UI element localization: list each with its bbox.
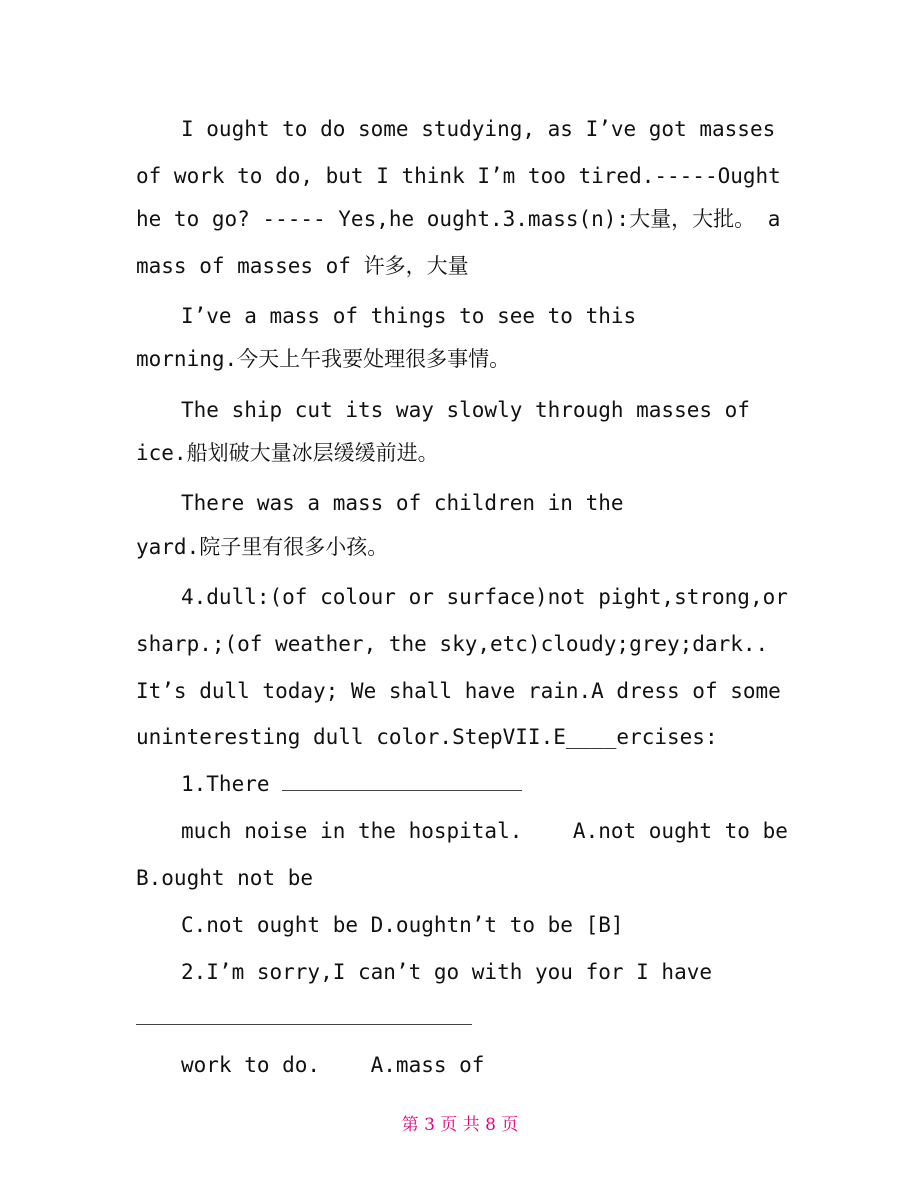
- text-line: work to do. A.mass of: [181, 1053, 485, 1077]
- text-line: There was a mass of children in the: [181, 491, 624, 515]
- text-line: C.not ought be D.oughtn’t to be [B]: [181, 913, 624, 937]
- text-line: ice.船划破大量冰层缓缓前进。: [136, 441, 439, 465]
- text-line: morning.今天上午我要处理很多事情。: [136, 347, 511, 371]
- text-line: uninteresting dull color.StepVII.E____ercises:: [136, 725, 718, 749]
- text-line: 2.I’m sorry,I can’t go with you for I have: [181, 960, 713, 984]
- exercise-1-label: 1.There: [181, 772, 270, 796]
- exercise-1-stem: [181, 770, 522, 798]
- text-line: B.ought not be: [136, 866, 314, 890]
- text-line: The ship cut its way slowly through masses of: [181, 398, 750, 422]
- text-line: 4.dull:(of colour or surface)not pight,strong,or: [181, 585, 788, 609]
- text-line: sharp.;(of weather, the sky,etc)cloudy;grey;dark..: [136, 632, 769, 656]
- text-line: mass of masses of 许多，大量: [136, 254, 469, 278]
- text-line: I ought to do some studying, as I’ve got masses: [181, 117, 776, 141]
- page-footer: 第 3 页 共 8 页: [401, 1115, 519, 1135]
- text-line: It’s dull today; We shall have rain.A dress of some: [136, 679, 781, 703]
- answer-blank: [282, 772, 522, 791]
- answer-blank: [136, 1024, 472, 1025]
- text-line: of work to do, but I think I’m too tired.-----Ought: [136, 164, 781, 188]
- text-line: much noise in the hospital. A.not ought to be: [181, 819, 788, 843]
- text-line: I’ve a mass of things to see to this: [181, 304, 637, 328]
- text-line: he to go? ----- Yes,he ought.3.mass(n):大量，大批。 a: [136, 207, 781, 231]
- text-line: yard.院子里有很多小孩。: [136, 535, 389, 559]
